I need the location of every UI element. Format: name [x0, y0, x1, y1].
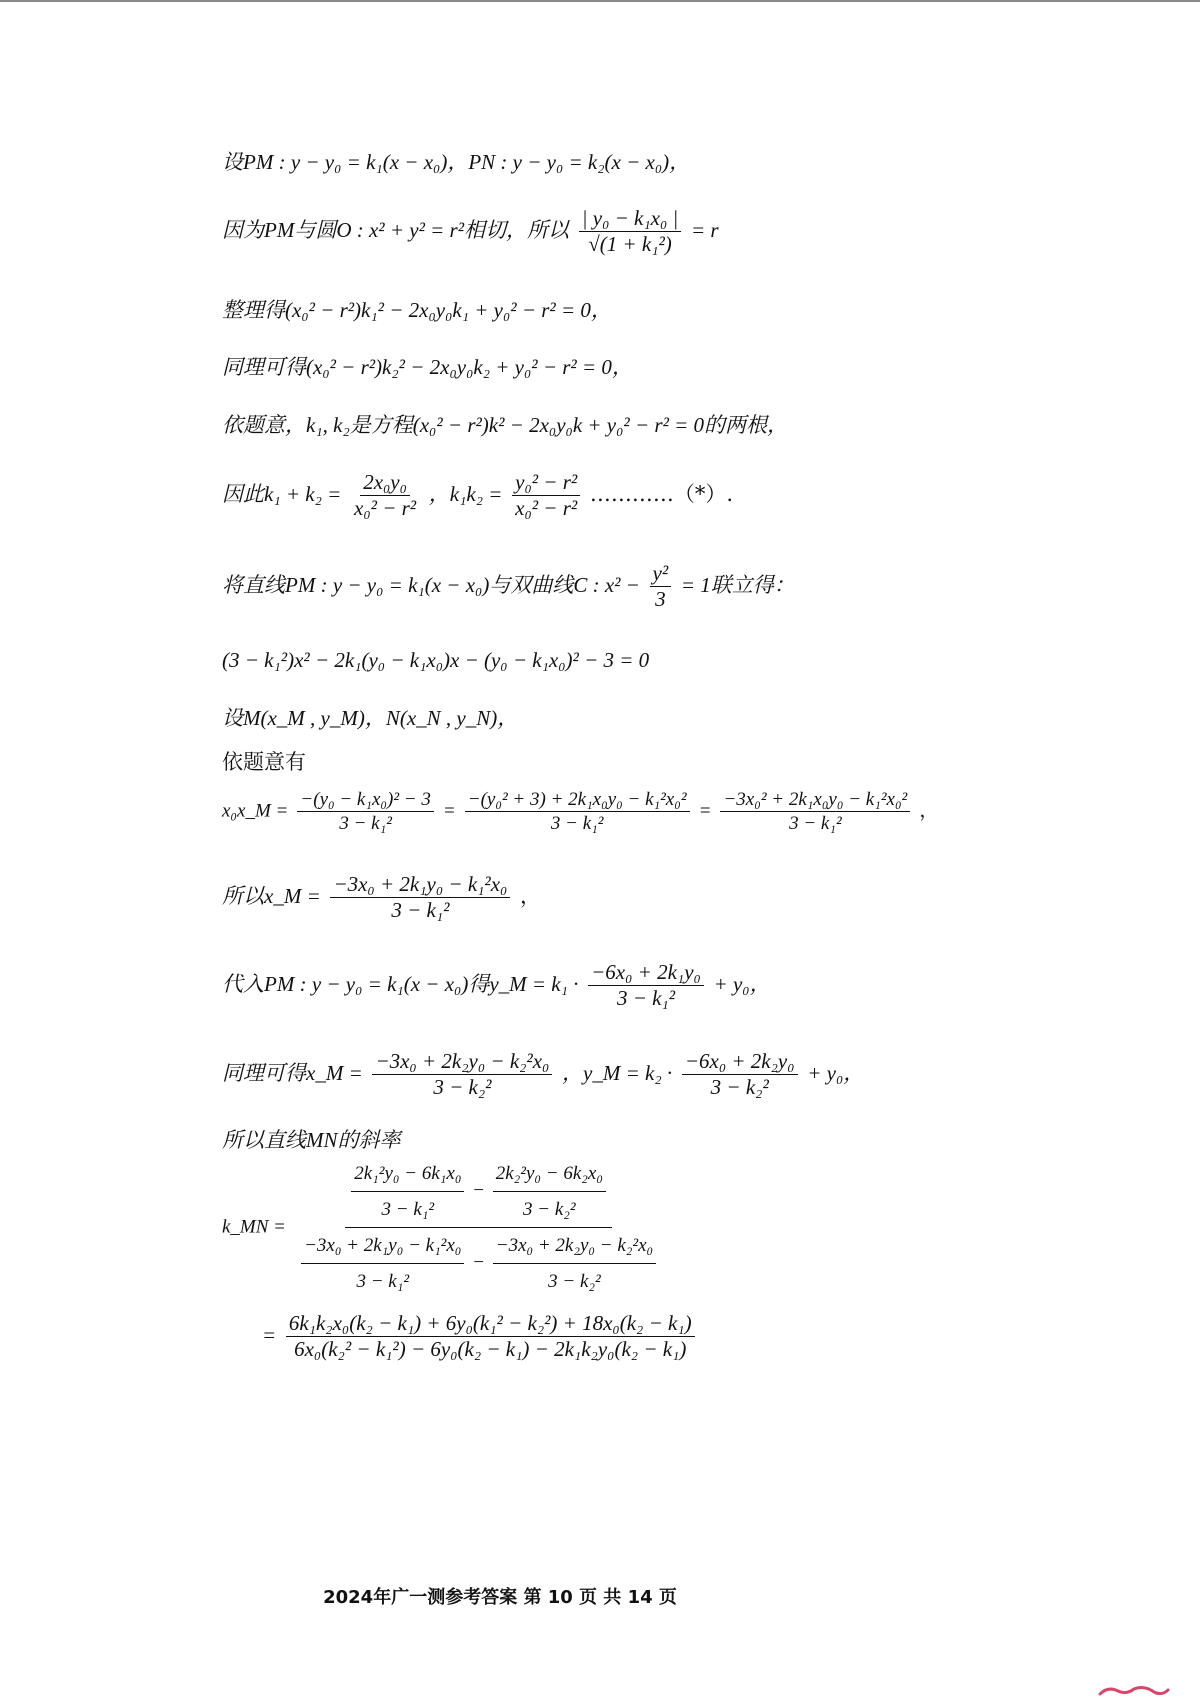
kmn-simplified-fraction: $\frac{\text{6k₁k₂x₀(k₂ − k₁) + 6y₀(k₁² − k₂²) + 18x₀(k₂ − k₁)}}{\text{6x₀(k₂² − k₁²) − 6y₀(k₂ − k₁) − 2k₁k₂y₀(k₂ − k₁)}}$	[286, 1313, 695, 1360]
line-tangent-lines: 设PM : y − y₀ = k₁(x − x₀)，PN : y − y₀ = k₂(x − x₀)，	[222, 150, 691, 174]
line-combine-hyperbola: 将直线PM : y − y₀ = k₁(x − x₀)与双曲线C : x² − $\frac{\text{y²}}{3}$ = 1联立得：	[222, 561, 795, 611]
kmn-den-fraction-1: $\frac{\text{−3x₀ + 2k₁y₀ − k₁²x₀}}{\text{3 − k₁²}}$	[301, 1236, 464, 1291]
sum-fraction: $\frac{\text{2x₀y₀}}{\text{x₀² − r²}}$	[354, 470, 417, 520]
line-roots-statement: 依题意，k₁, k₂是方程(x₀² − r²)k² − 2x₀y₀k + y₀² − r² = 0的两根，	[222, 413, 789, 437]
kmn-complex-fraction: $\frac{\text{2k₁²y₀ − 6k₁x₀}}{\text{3 − k₁²}}$ − $\frac{\text{2k₂²y₀ − 6k₂x₀}}{\text{3 − k₂²}}$ $\frac{\text{−3x₀ + 2k₁y₀ − k₁²x₀}}{\text{3 − k₁²}}$ − $\frac{\text{−3x₀ + 2k₂y₀ − k₂²x₀}}{\text{3 − k₂²}}$	[295, 1164, 662, 1291]
xm-fraction-1: $\frac{\text{−(y₀ − k₁x₀)² − 3}}{\text{3 − k₁²}}$	[297, 790, 433, 833]
hyperbola-fraction: $\frac{\text{y²}}{3}$	[650, 563, 672, 610]
yn-fraction: $\frac{\text{−6x₀ + 2k₂y₀}}{\text{3 − k₂²}}$	[682, 1051, 798, 1098]
kmn-den-fraction-2: $\frac{\text{−3x₀ + 2k₂y₀ − k₂²x₀}}{\text{3 − k₂²}}$	[493, 1236, 656, 1291]
line-kmn: k_MN = $\frac{\text{2k₁²y₀ − 6k₁x₀}}{\text{3 − k₁²}}$ − $\frac{\text{2k₂²y₀ − 6k₂x₀}}{\text{3 − k₂²}}$ $\frac{\text{−3x₀ + 2k₁y₀ − k₁²x₀}}{\text{3 − k₁²}}$ − $\frac{\text{−3x₀ + 2k₂y₀ − k₂²x₀}}{\text{3 − k₂²}}$	[222, 1164, 665, 1291]
line-by-problem: 依题意有	[222, 750, 306, 774]
page-top-border	[0, 0, 1200, 2]
line-quadratic: (3 − k₁²)x² − 2k₁(y₀ − k₁x₀)x − (y₀ − k₁x₀)² − 3 = 0	[222, 648, 650, 672]
line-product-xm: x₀x_M = $\frac{\text{−(y₀ − k₁x₀)² − 3}}{\text{3 − k₁²}}$ = $\frac{\text{−(y₀² + 3) + 2k₁x₀y₀ − k₁²x₀²}}{\text{3 − k₁²}}$ = $\frac{\text{−3x₀² + 2k₁x₀y₀ − k₁²x₀²}}{\text{3 − k₁²}}$ ，	[222, 789, 939, 834]
page-footer: 2024年广一测参考答案 第 10 页 共 14 页	[323, 1587, 677, 1608]
line-similarly-n: 同理可得x_M = $\frac{\text{−3x₀ + 2k₂y₀ − k₂²x₀}}{\text{3 − k₂²}}$ ，y_M = k₂ · $\frac{\text{−6x₀ + 2k₂y₀}}{\text{3 − k₂²}}$ + y₀，	[222, 1049, 865, 1099]
line-xm: 所以x_M = $\frac{\text{−3x₀ + 2k₁y₀ − k₁²x₀}}{\text{3 − k₁²}}$ ，	[222, 872, 542, 922]
xm-result-fraction: $\frac{\text{−3x₀ + 2k₁y₀ − k₁²x₀}}{\text{3 − k₁²}}$	[330, 874, 510, 921]
line-vieta: 因此k₁ + k₂ = $\frac{\text{2x₀y₀}}{\text{x₀² − r²}}$ ，k₁k₂ = $\frac{\text{y₀² − r²}}{\text{x₀² − r²}}$ …………（*）.	[222, 470, 734, 520]
line-ym: 代入PM : y − y₀ = k₁(x − x₀)得y_M = k₁ · $\frac{\text{−6x₀ + 2k₁y₀}}{\text{3 − k₁²}}$ + y₀，	[222, 960, 771, 1010]
xn-fraction: $\frac{\text{−3x₀ + 2k₂y₀ − k₂²x₀}}{\text{3 − k₂²}}$	[372, 1051, 552, 1098]
xm-fraction-2: $\frac{\text{−(y₀² + 3) + 2k₁x₀y₀ − k₁²x₀²}}{\text{3 − k₁²}}$	[465, 790, 690, 833]
red-stamp-mark	[1098, 1684, 1170, 1698]
kmn-num-fraction-1: $\frac{\text{2k₁²y₀ − 6k₁x₀}}{\text{3 − k₁²}}$	[351, 1164, 464, 1219]
line-slope-mn: 所以直线MN的斜率	[222, 1128, 401, 1152]
line-simplify-k1: 整理得(x₀² − r²)k₁² − 2x₀y₀k₁ + y₀² − r² = 0，	[222, 298, 612, 322]
distance-fraction: $\frac{\text{| y₀ − k₁x₀ |}}{\text{√(1 + k₁²)}}$	[579, 208, 682, 255]
line-kmn-simplified: = $\frac{\text{6k₁k₂x₀(k₂ − k₁) + 6y₀(k₁² − k₂²) + 18x₀(k₂ − k₁)}}{\text{6x₀(k₂² − k₁²) − 6y₀(k₂ − k₁) − 2k₁k₂y₀(k₂ − k₁)}}$	[262, 1313, 698, 1360]
ym-fraction: $\frac{\text{−6x₀ + 2k₁y₀}}{\text{3 − k₁²}}$	[588, 962, 704, 1009]
product-fraction: $\frac{\text{y₀² − r²}}{\text{x₀² − r²}}$	[512, 472, 580, 519]
xm-fraction-3: $\frac{\text{−3x₀² + 2k₁x₀y₀ − k₁²x₀²}}{\text{3 − k₁²}}$	[720, 790, 910, 833]
line-simplify-k2: 同理可得(x₀² − r²)k₂² − 2x₀y₀k₂ + y₀² − r² = 0，	[222, 355, 633, 379]
line-set-points: 设M(x_M , y_M)，N(x_N , y_N)，	[222, 706, 519, 730]
line-tangent-condition: 因为PM与圆O : x² + y² = r²相切，所以 $\frac{\text{| y₀ − k₁x₀ |}}{\text{√(1 + k₁²)}}$ = r	[222, 206, 719, 256]
kmn-num-fraction-2: $\frac{\text{2k₂²y₀ − 6k₂x₀}}{\text{3 − k₂²}}$	[493, 1164, 606, 1219]
